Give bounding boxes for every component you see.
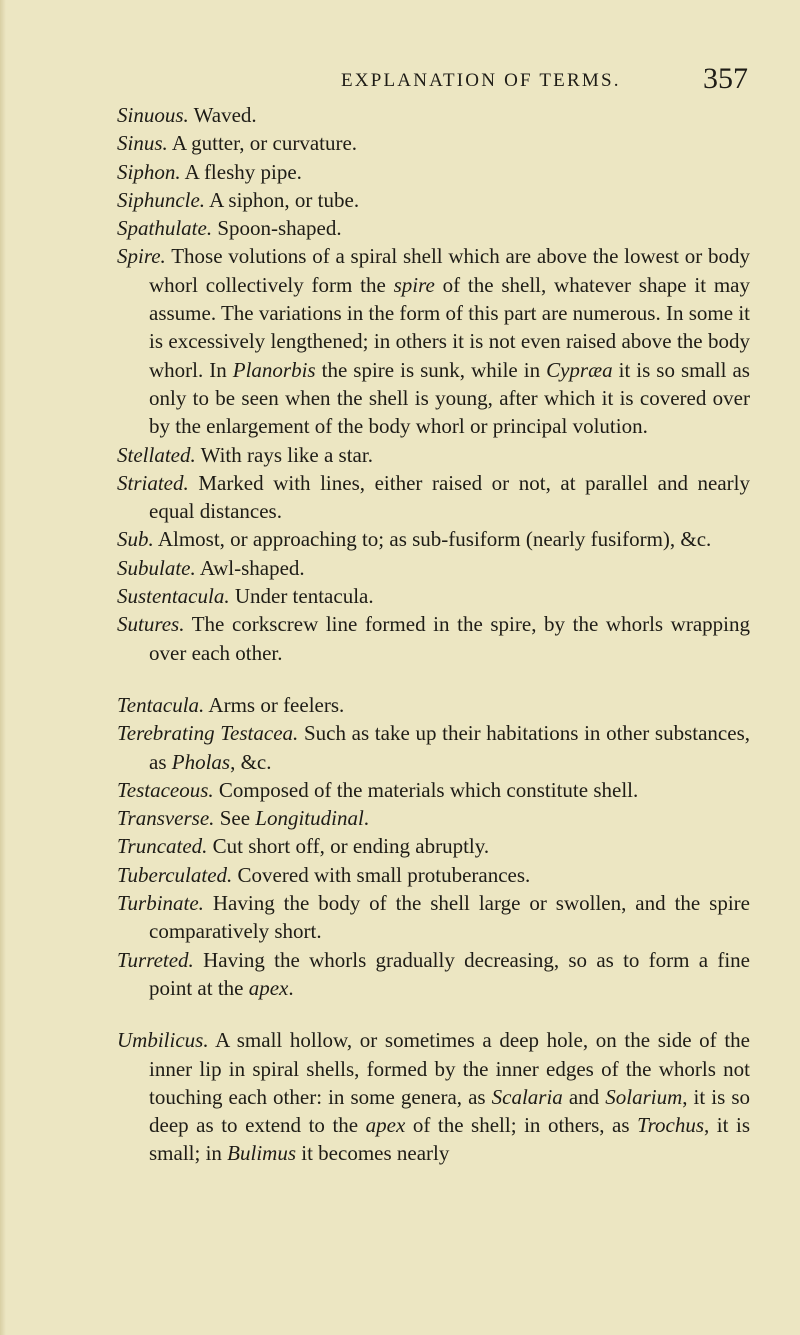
page-edge xyxy=(0,0,6,1335)
italic-word: spire xyxy=(393,272,435,297)
glossary-entry-sinuous xyxy=(117,101,750,129)
entry-term: Sutures. xyxy=(117,612,185,637)
entry-term: Striated. xyxy=(117,470,189,495)
genus-name: Bulimus xyxy=(227,1141,297,1166)
glossary-entry-turbinate xyxy=(117,889,750,946)
entry-term: Sustentacula. xyxy=(117,584,230,609)
entry-term: Transverse. xyxy=(117,806,215,831)
glossary-entry-terebrating-testacea xyxy=(117,719,750,776)
glossary-entry-tentacula xyxy=(117,691,750,719)
glossary-entry-turreted xyxy=(117,946,750,1003)
entry-definition-cont: . xyxy=(363,806,370,831)
entry-definition: Almost, or approaching to; as sub-fusiform (nearly fusiform), &c. xyxy=(153,527,712,552)
entry-definition: Having the body of the shell large or swollen, and the spire comparatively short. xyxy=(149,891,750,944)
entry-definition-cont: of the shell, whatever shape it may assume. The variations in the form of this part are numerous. In some it is excessively lengthened; in others it is not even raised above the body whorl. In xyxy=(149,272,751,382)
entry-definition: Waved. xyxy=(188,103,257,127)
glossary-entry-sustentacula xyxy=(117,582,750,610)
entry-definition: Arms or feelers. xyxy=(204,692,345,717)
entry-definition: Spoon-shaped. xyxy=(212,216,342,241)
entry-definition-cont: , it is small; in xyxy=(149,1113,750,1166)
entry-term: Sinus. xyxy=(117,131,168,156)
entry-term: Umbilicus. xyxy=(117,1028,209,1053)
entry-definition: Awl-shaped. xyxy=(195,555,305,580)
entry-definition: See xyxy=(214,806,256,831)
glossary-entry-subulate xyxy=(117,554,750,582)
entry-term: Subulate. xyxy=(117,555,196,580)
italic-word: apex xyxy=(248,975,289,1000)
glossary-entry-transverse xyxy=(117,804,750,832)
entry-definition: Cut short off, or ending abruptly. xyxy=(207,834,490,859)
genus-name: Trochus xyxy=(637,1113,704,1138)
entry-term: Spathulate. xyxy=(117,216,213,241)
entry-term: Terebrating Testacea. xyxy=(117,721,299,746)
glossary-entry-sub xyxy=(117,525,750,553)
glossary-entry-testaceous xyxy=(117,776,750,804)
entry-term: Siphon. xyxy=(117,159,181,184)
glossary-entry-siphon xyxy=(117,158,750,186)
entry-definition: Under tentacula. xyxy=(229,584,374,609)
entry-definition: Composed of the materials which constitute shell. xyxy=(213,777,639,802)
genus-name: Pholas xyxy=(171,749,231,774)
entry-definition: With rays like a star. xyxy=(195,442,373,467)
glossary-entry-siphuncle xyxy=(117,186,750,214)
glossary-entry-spire xyxy=(117,242,750,440)
glossary-entry-spathulate xyxy=(117,214,750,242)
entry-definition: Marked with lines, either raised or not, at parallel and nearly equal distances. xyxy=(149,470,750,524)
genus-name: Planorbis xyxy=(232,357,316,382)
entry-definition: A fleshy pipe. xyxy=(180,159,302,184)
entry-definition: A siphon, or tube. xyxy=(205,187,360,212)
glossary-entry-sinus xyxy=(117,129,750,157)
glossary-entry-sutures xyxy=(117,610,750,667)
genus-name: Solarium xyxy=(605,1084,683,1109)
glossary-entry-tuberculated xyxy=(117,861,750,889)
entry-term: Sub. xyxy=(117,527,154,552)
genus-name: Cypræa xyxy=(546,357,613,382)
entry-term: Truncated. xyxy=(117,834,208,859)
page-number: 357 xyxy=(703,62,748,95)
entry-definition-cont: of the shell; in others, as xyxy=(405,1113,638,1138)
entry-definition-cont: . xyxy=(288,975,294,1000)
entry-term: Tuberculated. xyxy=(117,862,233,887)
entry-definition: Covered with small protuberances. xyxy=(232,862,531,887)
section-gap xyxy=(117,667,750,691)
entry-term: Turreted. xyxy=(117,947,194,972)
glossary-entry-striated xyxy=(117,469,750,526)
genus-name: Scalaria xyxy=(491,1084,563,1109)
entry-definition: Those volutions of a spiral shell which are above the lowest or body whorl collectively form the xyxy=(149,244,750,297)
entry-definition: Such as take up their habitations in other substances, as xyxy=(149,721,750,774)
running-head: EXPLANATION OF TERMS. xyxy=(341,70,621,91)
italic-word: apex xyxy=(365,1113,406,1138)
cross-reference: Longitudinal xyxy=(255,806,364,831)
entry-definition-cont: it is so small as only to be seen when the shell is young, after which it is covered over by the enlargement of the body whorl or principal volution. xyxy=(149,357,750,439)
entry-term: Sinuous. xyxy=(117,103,189,127)
glossary-body xyxy=(117,101,750,1168)
entry-definition: A gutter, or curvature. xyxy=(167,131,358,156)
entry-definition: The corkscrew line formed in the spire, by the whorls wrapping over each other. xyxy=(149,612,750,665)
entry-definition-cont: , &c. xyxy=(230,749,272,774)
entry-term: Turbinate. xyxy=(117,891,204,916)
entry-term: Siphuncle. xyxy=(117,187,206,212)
entry-term: Tentacula. xyxy=(117,692,205,717)
entry-term: Testaceous. xyxy=(117,777,214,802)
entry-definition-cont: , it is so deep as to extend to the xyxy=(149,1084,750,1138)
glossary-entry-umbilicus xyxy=(117,1026,750,1167)
section-gap xyxy=(117,1002,750,1026)
entry-definition-cont: it becomes nearly xyxy=(296,1141,450,1166)
glossary-entry-truncated xyxy=(117,832,750,860)
page-header xyxy=(0,58,800,98)
entry-definition-cont: the spire is sunk, while in xyxy=(315,357,547,382)
entry-term: Stellated. xyxy=(117,442,196,467)
entry-definition: A small hollow, or sometimes a deep hole, on the side of the inner lip in spiral shells, formed by the inner edges of the whorls not touching each other: in some genera, as xyxy=(149,1028,750,1109)
entry-definition-cont: and xyxy=(562,1084,606,1109)
entry-definition: Having the whorls gradually decreasing, so as to form a fine point at the xyxy=(149,947,750,1000)
glossary-entry-stellated xyxy=(117,441,750,469)
entry-term: Spire. xyxy=(117,244,166,269)
